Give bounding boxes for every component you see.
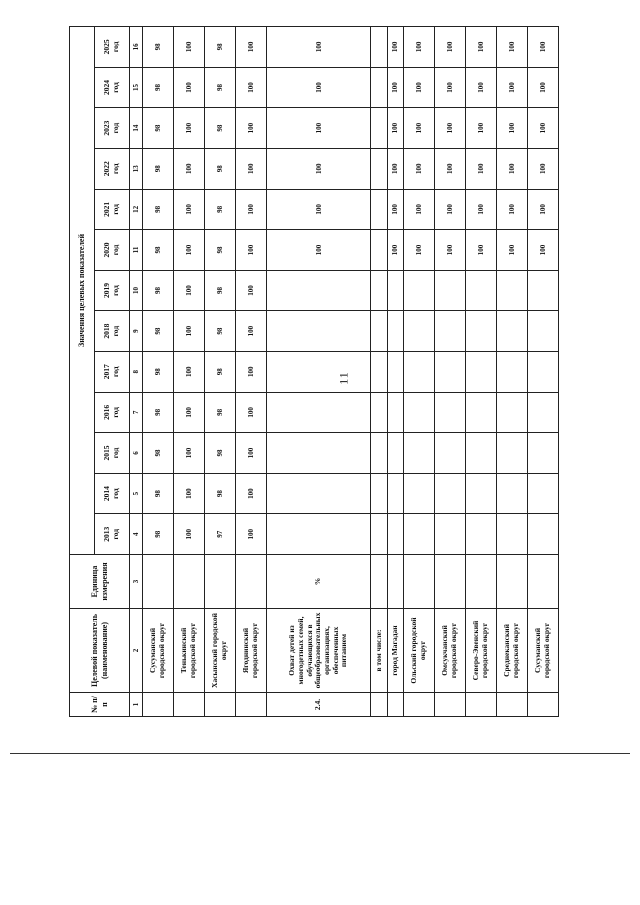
row-value: 98 [143,67,174,108]
row-value: 100 [236,230,267,271]
row-value [267,270,371,311]
header-name: Целевой показатель (наименование) [70,609,130,693]
row-value [465,433,496,474]
row-value: 100 [387,230,403,271]
row-value [403,514,434,555]
column-index: 3 [130,555,143,609]
row-value [403,392,434,433]
row-indicator-name: Сусуманский городской округ [527,609,558,693]
year-number: 2023 [102,120,112,136]
year-suffix: год [111,163,120,174]
row-value [267,351,371,392]
row-value: 100 [174,148,205,189]
row-value: 100 [496,67,527,108]
table-row [143,26,174,716]
row-value [527,351,558,392]
row-indicator-name: Тенькинский городской округ [174,609,205,693]
row-value: 100 [465,108,496,149]
row-value: 100 [403,67,434,108]
column-index: 8 [130,351,143,392]
row-unit [387,555,403,609]
column-index-row [130,26,143,716]
column-index: 13 [130,148,143,189]
year-number: 2014 [102,486,112,502]
row-value: 100 [465,26,496,67]
indicator-table [69,26,559,717]
year-header [95,67,130,108]
row-value [387,473,403,514]
row-value: 100 [527,67,558,108]
row-value [387,270,403,311]
year-number: 2020 [102,242,112,258]
row-number [236,693,267,717]
row-value: 100 [496,230,527,271]
row-indicator-name: Сусуманский городской округ [143,609,174,693]
row-value: 100 [174,433,205,474]
row-value [527,392,558,433]
row-value: 98 [205,148,236,189]
row-value [371,433,387,474]
row-value [434,473,465,514]
row-value: 100 [174,514,205,555]
row-value: 100 [236,26,267,67]
table-row [205,26,236,716]
row-indicator-name: в том числе: [371,609,387,693]
row-value: 98 [205,473,236,514]
column-index: 10 [130,270,143,311]
row-value [403,311,434,352]
row-value: 100 [527,189,558,230]
row-value [387,433,403,474]
column-index: 11 [130,230,143,271]
row-value: 100 [434,230,465,271]
row-unit [236,555,267,609]
header-num: № п/п [70,693,130,717]
row-value: 98 [205,311,236,352]
row-value [387,514,403,555]
row-value [267,311,371,352]
row-value: 98 [205,108,236,149]
year-suffix: год [111,407,120,418]
row-value: 98 [143,351,174,392]
row-value: 100 [496,108,527,149]
year-suffix: год [111,325,120,337]
row-number [527,693,558,717]
row-indicator-name: Ольский городской округ [403,609,434,693]
year-number: 2022 [102,161,112,177]
row-number: 2.4. [267,693,371,717]
row-value [403,433,434,474]
header-unit: Единица измерения [70,555,130,609]
row-number [143,693,174,717]
row-value [371,148,387,189]
year-number: 2015 [102,445,112,461]
row-unit [465,555,496,609]
row-value: 98 [143,270,174,311]
row-value [496,351,527,392]
year-header [95,473,130,514]
row-value: 98 [143,473,174,514]
table-row [387,26,403,716]
row-number [496,693,527,717]
row-value [371,189,387,230]
row-value [496,270,527,311]
row-value: 98 [205,433,236,474]
row-value: 100 [174,230,205,271]
year-header [95,270,130,311]
row-value: 100 [267,108,371,149]
year-header [95,108,130,149]
row-value: 98 [143,311,174,352]
row-value [527,270,558,311]
year-header [95,514,130,555]
row-value: 98 [205,392,236,433]
column-index: 7 [130,392,143,433]
year-suffix: год [111,528,120,540]
row-unit [205,555,236,609]
row-value [496,433,527,474]
year-number: 2025 [102,39,112,55]
year-header [95,311,130,352]
column-index: 15 [130,67,143,108]
row-value [387,311,403,352]
row-unit [143,555,174,609]
row-value [371,230,387,271]
row-value: 100 [387,148,403,189]
row-value: 100 [527,230,558,271]
year-number: 2018 [102,323,112,339]
row-value: 100 [387,189,403,230]
year-number: 2021 [102,201,112,217]
row-value: 100 [403,26,434,67]
row-value: 100 [267,230,371,271]
row-value [527,473,558,514]
row-value: 100 [174,270,205,311]
year-header [95,351,130,392]
row-number [387,693,403,717]
row-value: 100 [174,189,205,230]
row-value: 100 [387,26,403,67]
row-value [403,473,434,514]
row-value [496,392,527,433]
row-value: 98 [205,67,236,108]
row-value: 100 [174,26,205,67]
year-number: 2019 [102,283,112,299]
row-value [371,351,387,392]
row-value: 100 [236,270,267,311]
row-value: 98 [143,514,174,555]
year-header [95,26,130,67]
row-value: 100 [236,392,267,433]
year-number: 2017 [102,364,112,380]
row-value: 100 [434,189,465,230]
row-value: 100 [527,108,558,149]
row-value: 100 [496,189,527,230]
row-unit [527,555,558,609]
row-value: 100 [434,148,465,189]
row-value: 100 [403,230,434,271]
row-value: 100 [174,67,205,108]
year-suffix: год [111,41,120,53]
column-index: 4 [130,514,143,555]
row-unit [371,555,387,609]
year-suffix: год [111,82,120,93]
year-suffix: год [111,244,120,256]
row-indicator-name: Охват детей из многодетных семей, обучающихся в общеобразовательных организациях, обеспеченных питанием [267,609,371,693]
row-value [434,514,465,555]
year-suffix: год [111,122,120,134]
row-indicator-name: Хасынский городской округ [205,609,236,693]
row-value [267,433,371,474]
row-value [465,351,496,392]
row-number [205,693,236,717]
row-value [387,392,403,433]
year-suffix: год [111,447,120,459]
row-value: 100 [236,433,267,474]
row-value [371,67,387,108]
table-row [465,26,496,716]
table-row [403,26,434,716]
row-unit [174,555,205,609]
row-value: 100 [267,26,371,67]
table-row [236,26,267,716]
row-indicator-name: Северо-Эвенский городской округ [465,609,496,693]
row-value [496,514,527,555]
row-value [465,514,496,555]
row-value: 100 [387,108,403,149]
row-value [267,392,371,433]
row-value [496,311,527,352]
indicator-table-rotated [69,27,559,717]
row-value: 100 [267,67,371,108]
row-value [371,270,387,311]
row-unit [496,555,527,609]
row-value: 98 [143,26,174,67]
row-value [434,433,465,474]
row-unit [434,555,465,609]
year-number: 2016 [102,404,112,420]
row-value: 100 [267,148,371,189]
row-value [371,473,387,514]
row-number [371,693,387,717]
row-value: 100 [236,189,267,230]
row-value: 98 [143,148,174,189]
row-unit: % [267,555,371,609]
row-value: 98 [143,189,174,230]
row-value [403,270,434,311]
row-value: 98 [205,270,236,311]
row-value: 100 [174,392,205,433]
header-row [70,26,95,716]
row-value: 100 [496,26,527,67]
year-number: 2013 [102,526,112,542]
row-value: 100 [527,148,558,189]
year-header [95,230,130,271]
indicator-table-frame [69,27,559,717]
year-header [95,392,130,433]
row-number [434,693,465,717]
column-index: 14 [130,108,143,149]
row-value: 100 [236,473,267,514]
row-value: 98 [205,189,236,230]
row-value: 100 [174,108,205,149]
row-value: 98 [143,108,174,149]
year-suffix: год [111,366,120,378]
row-value: 100 [236,148,267,189]
year-header [95,148,130,189]
column-index: 12 [130,189,143,230]
row-indicator-name: Ягоднинский городской округ [236,609,267,693]
row-value [434,351,465,392]
row-value [434,270,465,311]
page-number: 11 [336,371,351,385]
column-index: 5 [130,473,143,514]
year-header [95,189,130,230]
row-number [465,693,496,717]
row-value [465,311,496,352]
row-value: 98 [205,351,236,392]
row-value: 100 [527,26,558,67]
row-value: 100 [403,189,434,230]
row-value [527,433,558,474]
row-unit [403,555,434,609]
column-index: 2 [130,609,143,693]
row-value [371,514,387,555]
row-number [403,693,434,717]
row-value: 100 [236,67,267,108]
year-suffix: год [111,204,120,215]
row-value: 100 [387,67,403,108]
table-row [174,26,205,716]
page-separator-line [10,753,630,754]
table-row [496,26,527,716]
row-value: 98 [205,26,236,67]
year-suffix: год [111,488,120,499]
year-suffix: год [111,285,120,296]
row-value: 98 [143,230,174,271]
row-value: 100 [174,351,205,392]
row-value [527,311,558,352]
row-value: 98 [143,433,174,474]
year-header [95,433,130,474]
row-value: 100 [465,148,496,189]
row-value [267,473,371,514]
row-value: 100 [236,311,267,352]
row-value: 98 [205,230,236,271]
table-row [527,26,558,716]
row-value: 97 [205,514,236,555]
row-value: 100 [403,148,434,189]
row-value: 100 [236,351,267,392]
row-value: 100 [434,108,465,149]
row-value: 100 [465,230,496,271]
row-value [371,26,387,67]
row-value: 100 [267,189,371,230]
row-value: 100 [434,67,465,108]
row-value [371,108,387,149]
row-value: 100 [174,311,205,352]
column-index: 16 [130,26,143,67]
row-indicator-name: Среднеканский городской округ [496,609,527,693]
row-number [174,693,205,717]
row-value: 100 [434,26,465,67]
row-value [527,514,558,555]
row-value [465,270,496,311]
row-value: 100 [403,108,434,149]
row-value: 100 [465,67,496,108]
row-value: 100 [236,514,267,555]
table-row [267,26,371,716]
row-value [465,392,496,433]
row-value: 100 [236,108,267,149]
row-value: 98 [143,392,174,433]
row-value [434,311,465,352]
table-row [371,26,387,716]
row-value [403,351,434,392]
row-indicator-name: город Магадан [387,609,403,693]
header-values: Значения целевых показателей [70,26,95,554]
row-value: 100 [465,189,496,230]
row-value [267,514,371,555]
row-value [434,392,465,433]
row-value [371,311,387,352]
row-value: 100 [496,148,527,189]
year-number: 2024 [102,80,112,95]
column-index: 9 [130,311,143,352]
row-value [496,473,527,514]
row-indicator-name: Омсукчанский городской округ [434,609,465,693]
column-index: 6 [130,433,143,474]
row-value [465,473,496,514]
row-value: 100 [174,473,205,514]
table-row [434,26,465,716]
column-index: 1 [130,693,143,717]
row-value [387,351,403,392]
row-value [371,392,387,433]
